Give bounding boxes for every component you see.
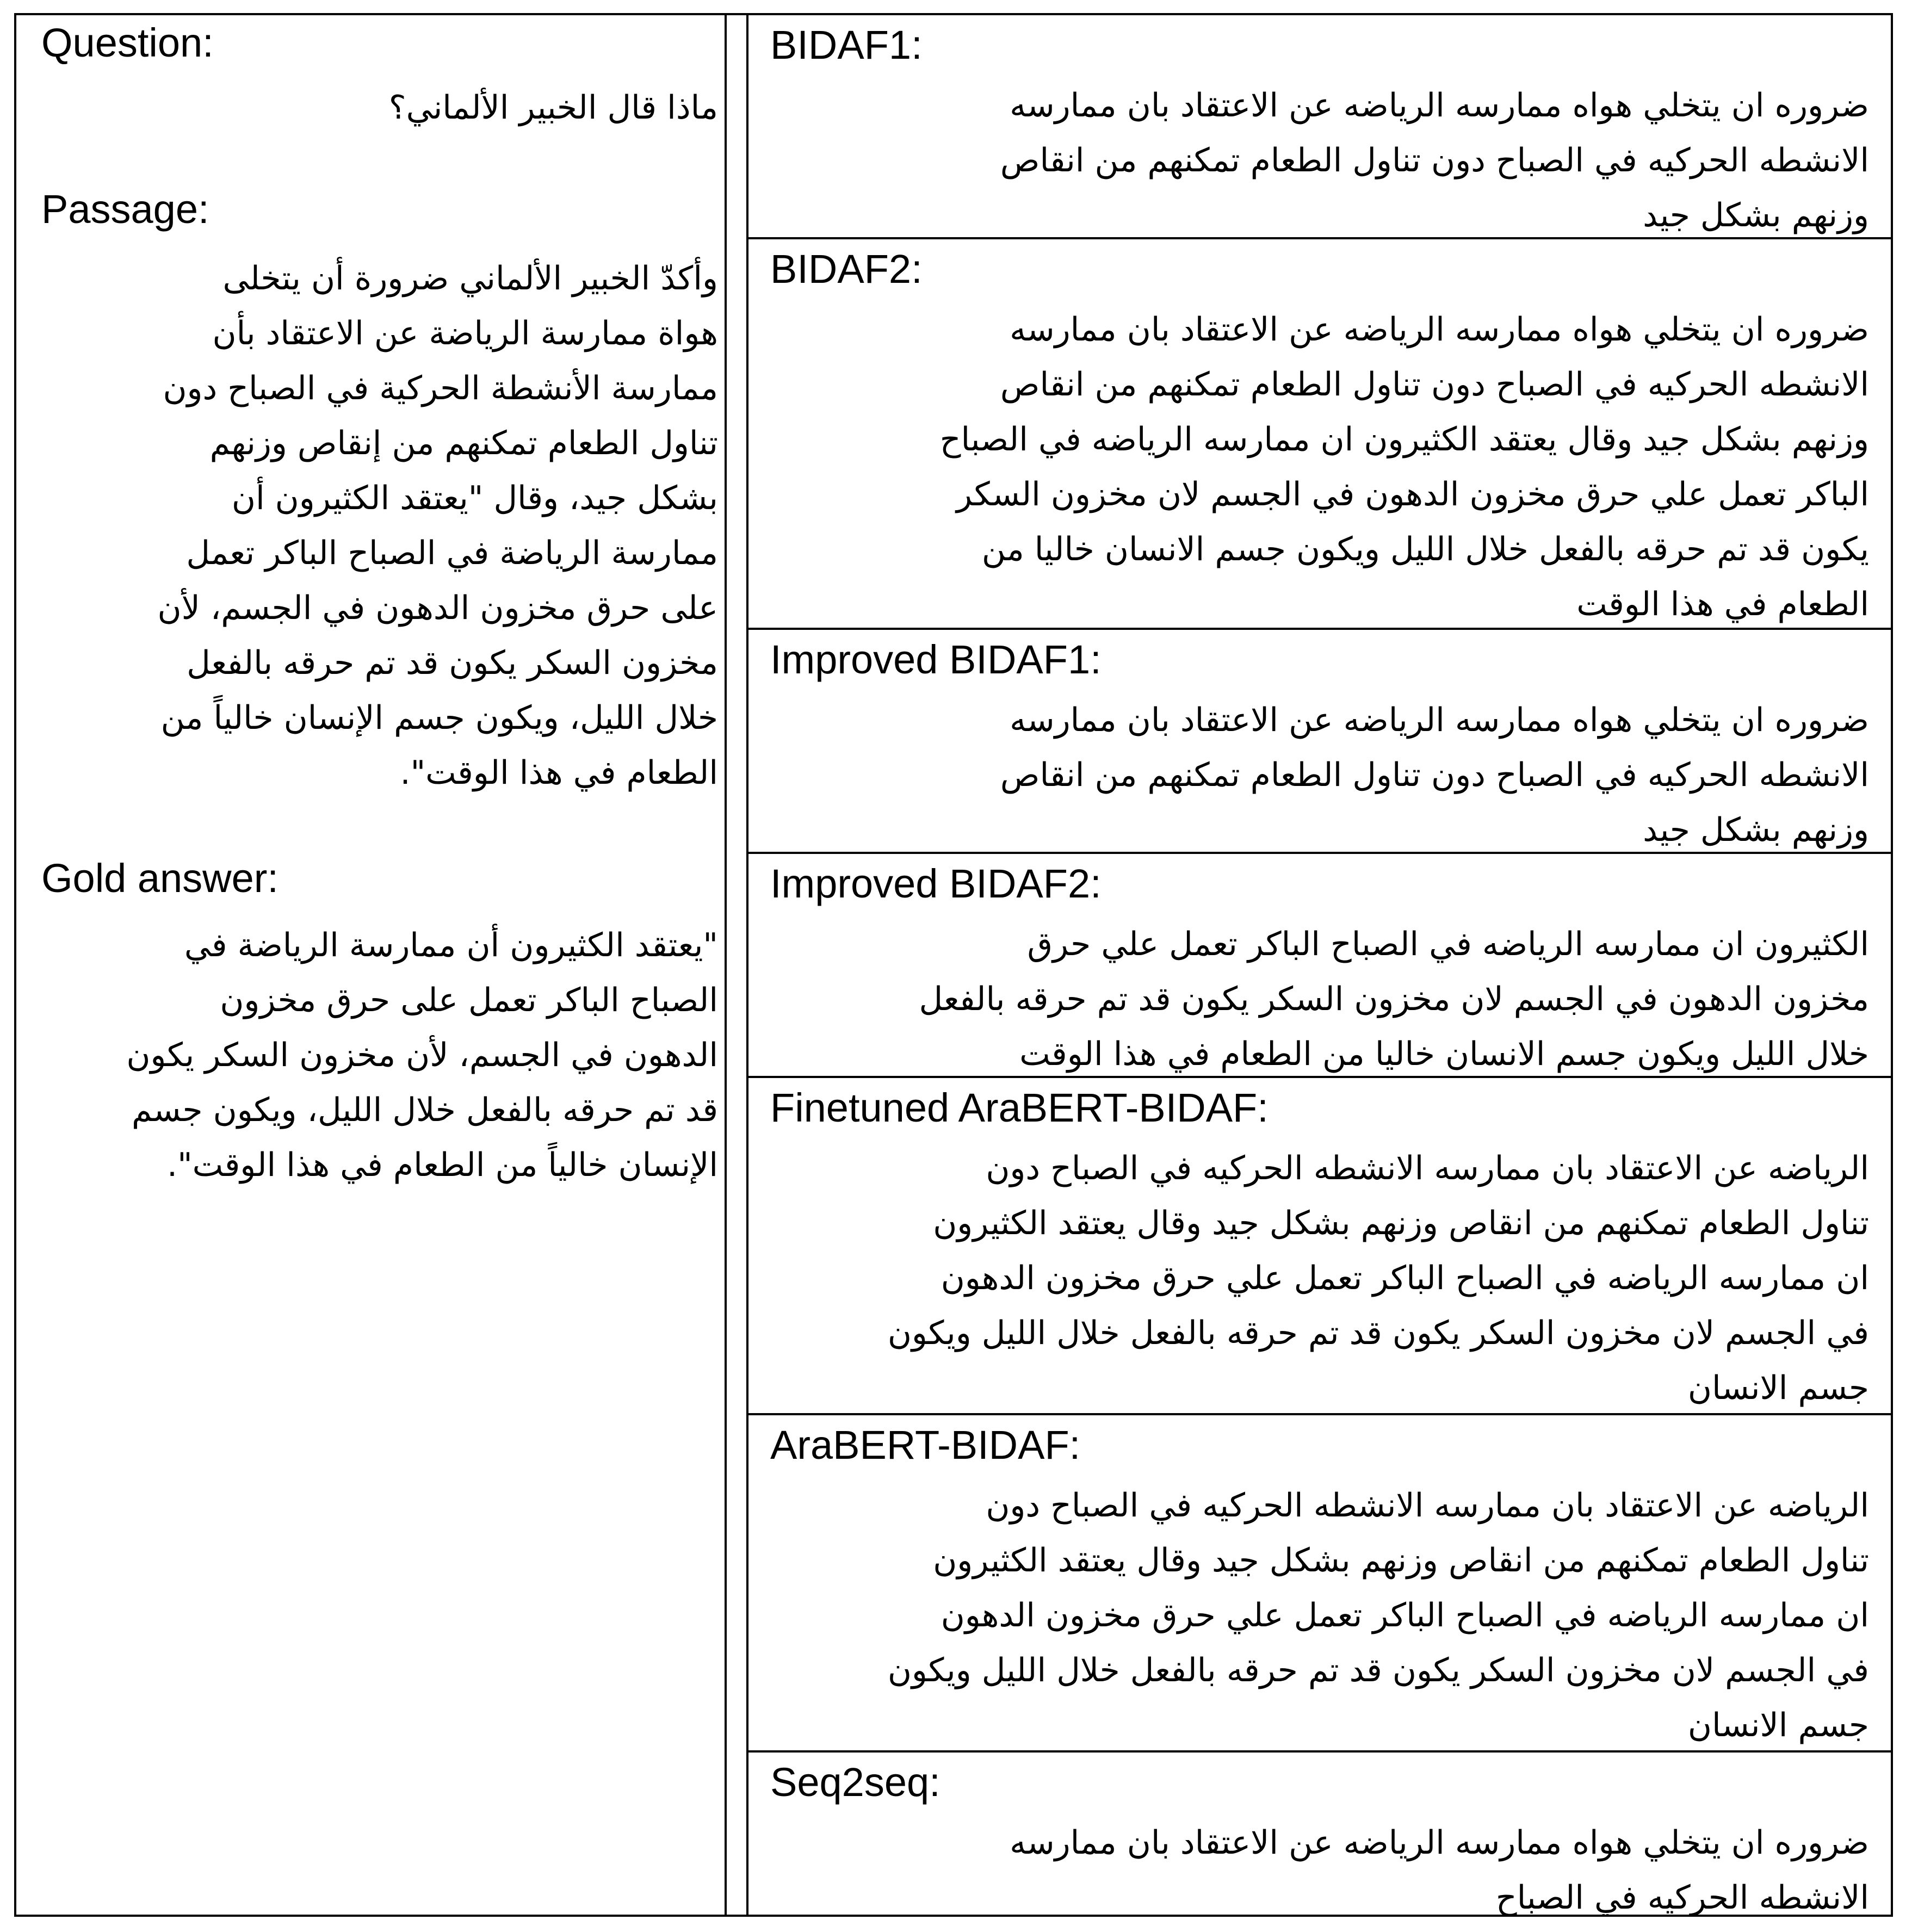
model-row-bidaf1 — [748, 15, 1891, 239]
question-text: ماذا قال الخبير الألماني؟ — [388, 89, 718, 127]
model-answer: ضروره ان يتخلي هواه ممارسه الرياضه عن الاعتقاد بان ممارسه الانشطه الحركيه في الصباح دون تناول الطعام تمكنهم من انقاص وزنهم بشكل جيد — [1000, 701, 1869, 849]
model-answer: الرياضه عن الاعتقاد بان ممارسه الانشطه الحركيه في الصباح دون تناول الطعام تمكنهم من انقاص وزنهم بشكل جيد وقال يعتقد الكثيرون ان ممارسه الرياضه في الصباح الباكر تعمل علي حرق مخزون الدهون في الجسم لان مخزون السكر يكون قد تم حرقه بالفعل خلال الليل ويكون جسم الانسان — [887, 1487, 1869, 1744]
model-answer: ضروره ان يتخلي هواه ممارسه الرياضه عن الاعتقاد بان ممارسه الانشطه الحركيه في الصباح دون تناول الطعام تمكنهم من انقاص وزنهم بشكل جيد — [1000, 86, 1869, 234]
gold-answer-text: "يعتقد الكثيرون أن ممارسة الرياضة في الصباح الباكر تعمل على حرق مخزون الدهون في الجسم، لأن مخزون السكر يكون قد تم حرقه بالفعل خلال الليل، ويكون جسم الإنسان خالياً من الطعام في هذا الوقت". — [126, 926, 718, 1184]
model-answer: الرياضه عن الاعتقاد بان ممارسه الانشطه الحركيه في الصباح دون تناول الطعام تمكنهم من انقاص وزنهم بشكل جيد وقال يعتقد الكثيرون ان ممارسه الرياضه في الصباح الباكر تعمل علي حرق مخزون الدهون في الجسم لان مخزون السكر يكون قد تم حرقه بالفعل خلال الليل ويكون جسم الانسان — [887, 1149, 1869, 1407]
model-row-arabert-bidaf — [748, 1415, 1891, 1753]
model-row-improved-bidaf1 — [748, 630, 1891, 854]
model-name: BIDAF1: — [770, 22, 923, 67]
left-column — [16, 15, 727, 1915]
question-label: Question: — [41, 20, 214, 65]
model-name: Improved BIDAF1: — [770, 637, 1102, 682]
model-name: BIDAF2: — [770, 246, 923, 292]
model-name: Improved BIDAF2: — [770, 861, 1102, 906]
model-row-seq2seq — [748, 1753, 1891, 1915]
model-name: Seq2seq: — [770, 1760, 941, 1805]
model-row-bidaf2 — [748, 239, 1891, 630]
gold-answer-label: Gold answer: — [41, 856, 279, 901]
model-answer: ضروره ان يتخلي هواه ممارسه الرياضه عن الاعتقاد بان ممارسه الانشطه الحركيه في الصباح — [1010, 1824, 1869, 1917]
passage-label: Passage: — [41, 187, 209, 232]
model-name: AraBERT-BIDAF: — [770, 1422, 1081, 1467]
model-answers-table — [746, 13, 1893, 1917]
passage-text: وأكدّ الخبير الألماني ضرورة أن يتخلى هواة ممارسة الرياضة عن الاعتقاد بأن ممارسة الأنشطة الحركية في الصباح دون تناول الطعام تمكنهم من إنقاص وزنهم بشكل جيد، وقال "يعتقد الكثيرون أن ممارسة الرياضة في الصباح الباكر تعمل على حرق مخزون الدهون في الجسم، لأن مخزون السكر يكون قد تم حرقه بالفعل خلال الليل، ويكون جسم الإنسان خالياً من الطعام في هذا الوقت". — [157, 259, 718, 792]
model-answer: الكثيرون ان ممارسه الرياضه في الصباح الباكر تعمل علي حرق مخزون الدهون في الجسم لان مخزون السكر يكون قد تم حرقه بالفعل خلال الليل ويكون جسم الانسان خاليا من الطعام في هذا الوقت — [919, 925, 1869, 1073]
model-row-improved-bidaf2 — [748, 854, 1891, 1078]
model-name: Finetuned AraBERT-BIDAF: — [770, 1085, 1269, 1130]
model-answer: ضروره ان يتخلي هواه ممارسه الرياضه عن الاعتقاد بان ممارسه الانشطه الحركيه في الصباح دون تناول الطعام تمكنهم من انقاص وزنهم بشكل جيد وقال يعتقد الكثيرون ان ممارسه الرياضه في الصباح الباكر تعمل علي حرق مخزون الدهون في الجسم لان مخزون السكر يكون قد تم حرقه بالفعل خلال الليل ويكون جسم الانسان خاليا من الطعام في هذا الوقت — [939, 311, 1869, 623]
model-row-finetuned-arabert-bidaf — [748, 1078, 1891, 1415]
